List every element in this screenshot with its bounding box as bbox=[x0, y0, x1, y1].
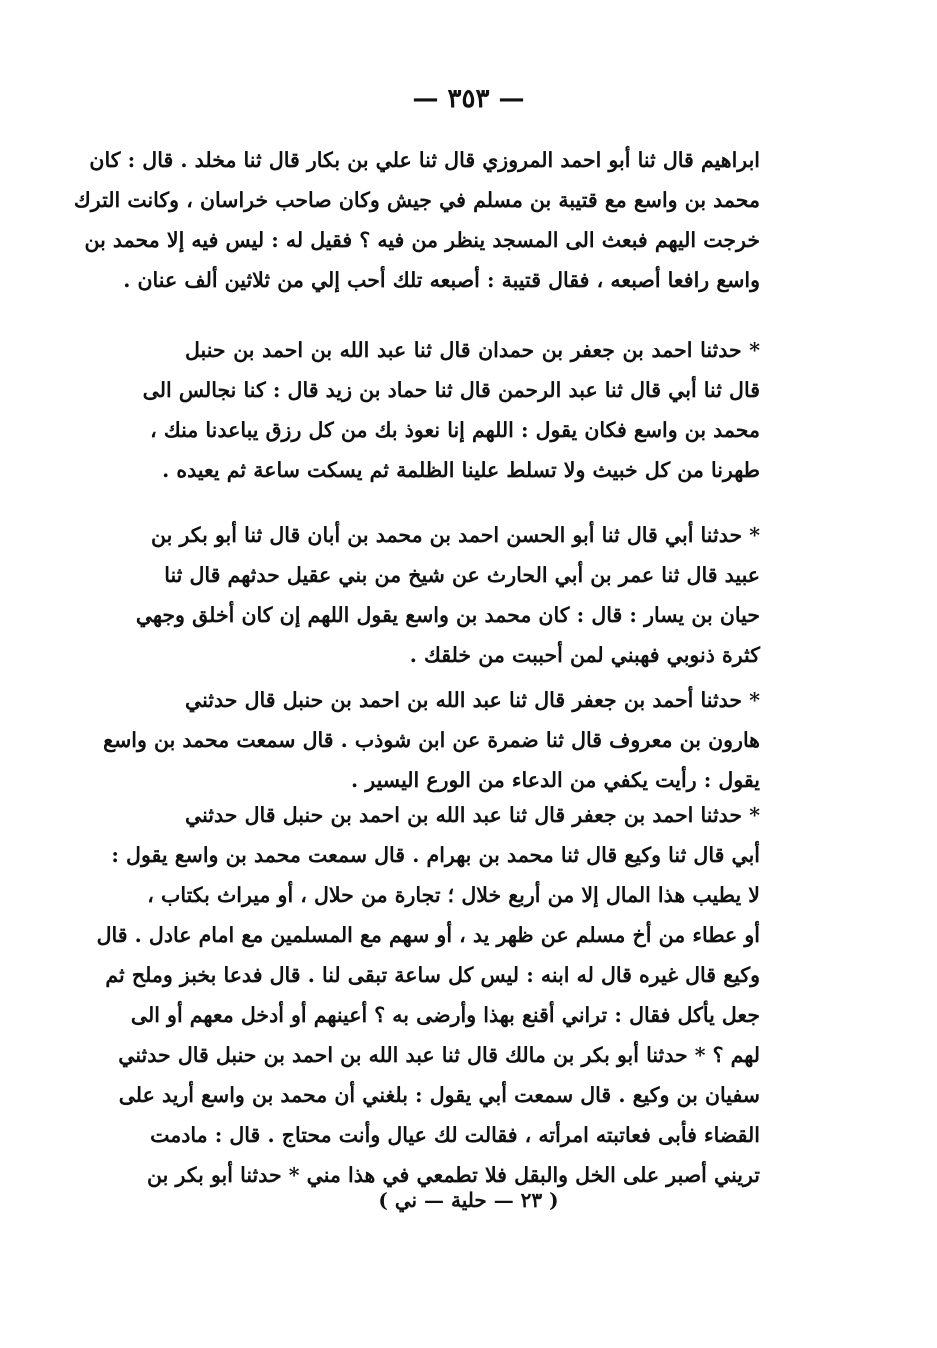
text-line: يقول : رأيت يكفي من الدعاء من الورع اليسير . bbox=[351, 768, 760, 792]
text-line: جعل يأكل فقال : تراني أقنع بهذا وأرضى به ؟ أعينهم أو أدخل معهم أو الى bbox=[130, 1003, 760, 1027]
text-line: تريني أصبر على الخل والبقل فلا تطمعي في هذا مني * حدثنا أبو بكر بن bbox=[147, 1163, 760, 1187]
text-line: كثرة ذنوبي فهبني لمن أحببت من خلقك . bbox=[409, 643, 760, 667]
text-line: أو عطاء من أخ مسلم عن ظهر يد ، أو سهم مع المسلمين مع امام عادل . قال bbox=[96, 923, 760, 947]
text-line: سفيان بن وكيع . قال سمعت أبي يقول : بلغني أن محمد بن واسع أريد على bbox=[118, 1083, 760, 1107]
text-line: محمد بن واسع فكان يقول : اللهم إنا نعوذ بك من كل رزق يباعدنا منك ، bbox=[150, 418, 760, 442]
text-line: حيان بن يسار : قال : كان محمد بن واسع يقول اللهم إن كان أخلق وجهي bbox=[135, 603, 760, 627]
page-number: — ٣٥٣ — bbox=[412, 84, 525, 114]
paragraph-1 bbox=[73, 140, 760, 300]
text-line: أبي قال ثنا وكيع قال ثنا محمد بن بهرام . قال سمعت محمد بن واسع يقول : bbox=[111, 843, 760, 867]
text-line: قال ثنا أبي قال ثنا عبد الرحمن قال ثنا حماد بن زيد قال : كنا نجالس الى bbox=[142, 378, 760, 402]
text-line: هارون بن معروف قال ثنا ضمرة عن ابن شوذب . قال سمعت محمد بن واسع bbox=[103, 728, 760, 752]
paragraph-2 bbox=[142, 330, 760, 490]
text-line: عبيد قال ثنا عمر بن أبي الحارث عن شيخ من بني عقيل حدثهم قال ثنا bbox=[164, 563, 760, 587]
text-line: ابراهيم قال ثنا أبو احمد المروزي قال ثنا علي بن بكار قال ثنا مخلد . قال : كان bbox=[89, 148, 760, 172]
paragraph-3 bbox=[135, 515, 760, 675]
text-line: خرجت اليهم فبعث الى المسجد ينظر من فيه ؟ فقيل له : ليس فيه إلا محمد بن bbox=[84, 228, 760, 252]
paragraph-4 bbox=[103, 680, 760, 800]
text-line: القضاء فأبى فعاتبته امرأته ، فقالت لك عيال وأنت محتاج . قال : مادمت bbox=[150, 1123, 760, 1147]
text-line: وكيع قال غيره قال له ابنه : ليس كل ساعة تبقى لنا . قال فدعا بخبز وملح ثم bbox=[105, 963, 760, 987]
signature-mark: ( ٢٣ — حلية — ني ) bbox=[378, 1188, 559, 1212]
text-line: * حدثنا احمد بن جعفر بن حمدان قال ثنا عبد الله بن احمد بن حنبل bbox=[185, 338, 760, 362]
text-line: لا يطيب هذا المال إلا من أربع خلال ؛ تجارة من حلال ، أو ميراث بكتاب ، bbox=[147, 883, 760, 907]
text-line: * حدثنا احمد بن جعفر قال ثنا عبد الله بن احمد بن حنبل قال حدثني bbox=[185, 803, 760, 827]
text-line: * حدثنا أبي قال ثنا أبو الحسن احمد بن محمد بن أبان قال ثنا أبو بكر بن bbox=[151, 523, 760, 547]
paragraph-5 bbox=[96, 795, 760, 1195]
text-line: طهرنا من كل خبيث ولا تسلط علينا الظلمة ثم يسكت ساعة ثم يعيده . bbox=[162, 458, 760, 482]
text-line: * حدثنا أحمد بن جعفر قال ثنا عبد الله بن احمد بن حنبل قال حدثني bbox=[185, 688, 760, 712]
text-line: محمد بن واسع مع قتيبة بن مسلم في جيش وكان صاحب خراسان ، وكانت الترك bbox=[73, 188, 760, 212]
text-line: واسع رافعا أصبعه ، فقال قتيبة : أصبعه تلك أحب إلي من ثلاثين ألف عنان . bbox=[123, 268, 760, 292]
text-line: لهم ؟ * حدثنا أبو بكر بن مالك قال ثنا عبد الله بن احمد بن حنبل قال حدثني bbox=[118, 1043, 760, 1067]
